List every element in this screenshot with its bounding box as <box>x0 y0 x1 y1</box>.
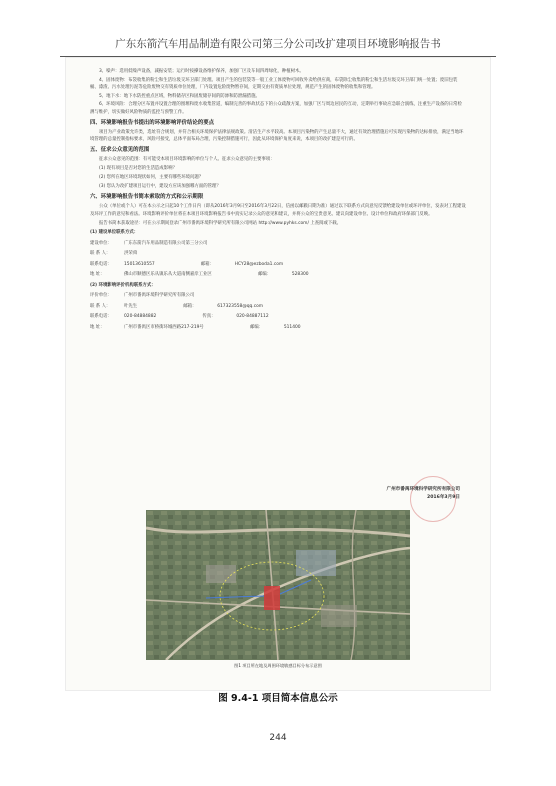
builder-address: 地 址： 佛山市顺德区乐从镇乐从大道南侧嘉岸工业区 邮编： 528300 <box>90 272 309 278</box>
evaluator-contact-title: (2) 环境影响评价机构联系方式： <box>90 282 156 288</box>
measure-noise: 3、噪声：选用低噪声设备，减振安装；运行时按操设备维护保养，加强厂区及车间四周绿化，种植树木。 <box>99 69 304 74</box>
section-5-intro: 征求公众意见的范围：有可能受本项目环境影响的单位与个人。征求公众意见的主要事项： <box>99 156 275 162</box>
builder-contact-title: (1) 建设单位联系方式： <box>90 230 139 236</box>
section-6-heading: 六、环境影响报告书简本索取的方式和公示期限 <box>90 194 204 201</box>
measure-groundwater: 5、地下水：地下水防控重点区域，物料储存区和固废储存间的防渗和防泄漏措施。 <box>99 93 260 99</box>
figure-caption: 图 9.4-1 项目简本信息公示 <box>218 693 338 704</box>
seal-org: 广州市番禺环境科学研究所有限公司 <box>386 487 460 492</box>
satellite-map <box>146 510 410 660</box>
map-caption: 图1 项目所在地及周围环境敏感目标分布示意图 <box>234 663 322 668</box>
section-4-text: 项目为产业政策允许类，选址符合规划，并符合相关环境保护法律法规政策。清洁生产水平较高。本项目污染物的产生总量不大，通过有效治理措施后可实现污染物的达标排放，满足当地环境管理的总量控制指标要求，风险可接受，总体平面布局合理，污染控制措施可行，因此从环境保护角度来说，本项目的改扩建是可行的。 <box>90 129 464 143</box>
seal-date: 2016年3月9日 <box>427 495 460 500</box>
section-5-heading: 五、征求公众意见的范围 <box>90 146 150 153</box>
scanned-notice <box>66 58 490 690</box>
section-6-text: 公众（单位或个人）可在本公示之日起10个工作日内（即从2016年3月9日至2016年3月22日，信函以邮戳日期为准）通过以下联系方式向意见反馈给建设单位或环评单位，发表对工程建设及环评工作的意见和看法。环境影响评价单位将在本项目环境影响报告书中真实记录公众的意见和建议，并将公众的宝贵意见、建议向建设单位、设计单位和政府环保部门反映。 <box>90 204 466 217</box>
question-2: (2) 您所在地区环境现状如何，主要有哪些环境问题？ <box>99 175 204 181</box>
evaluator-address: 地 址： 广州市番禺区市桥街环城西路217-219号 邮编： 511400 <box>90 324 301 330</box>
builder-phone-email: 联系电话： 15013610557 邮箱： HCY28@ezboda1.com <box>90 261 284 267</box>
question-3: (3) 您认为改扩建项目运行中，建设方应该加强哪方面的管理？ <box>99 184 221 190</box>
evaluator-unit: 评价单位： 广州市番禺环境科学研究所有限公司 <box>90 293 195 299</box>
notice-body <box>90 68 466 333</box>
page-header: 广东东箭汽车用品制造有限公司第三分公司改扩建项目环境影响报告书 <box>60 36 496 57</box>
measure-risk: 6、环境风险：合理分区布置并设置合理的围堰和废水收集管道，编制完善的事故状态下的公众疏散方案，加强厂区与周边居民的互动，定期举行事故应急联合演练，注重生产设备的日常检测与维护，切实做好风险物质的监控与预警工作。 <box>90 102 462 115</box>
satellite-map-image <box>146 510 410 660</box>
evaluator-phone-fax: 联系电话： 020-84884882 传真： 020-84887112 <box>90 314 269 320</box>
builder-person: 联 系 人： 洪荣舜 <box>90 251 138 257</box>
evaluator-person-email: 联 系 人： 叶先生 邮箱： 617323558@qq.com <box>90 303 264 309</box>
page-number: 244 <box>269 733 287 743</box>
measure-solid-waste: 4、固体废物：布袋收集的粉尘和生活垃圾交环卫部门处理。项目产生的包装袋等一般工业工体废物可回收外卖给供应商，布袋除尘收集的粉尘和生活垃圾交环卫部门统一处置；废旧包装桶、漆渣、污水处理污泥等危险废物交有资质单位处理，厂内设置危险废物暂存间，定期交由有资质单位处理，规范产生的固体废物的收集和管理。 <box>90 77 458 91</box>
seal-text <box>386 486 460 502</box>
download-info: 报告书简本获取途径：可在公示期间登录广州市番禺环境科学研究所有限公司网站 http://www.pyhks.com/ 上查阅或下载。 <box>99 220 342 226</box>
question-1: (1) 现有项目是否对您的生活造成影响？ <box>99 166 177 172</box>
project-site-marker <box>264 586 280 610</box>
builder-unit: 建设单位： 广东东箭汽车用品制造有限公司第三分公司 <box>90 240 208 246</box>
section-4-heading: 四、环境影响报告书提出的环境影响评价结论的要点 <box>90 119 214 126</box>
